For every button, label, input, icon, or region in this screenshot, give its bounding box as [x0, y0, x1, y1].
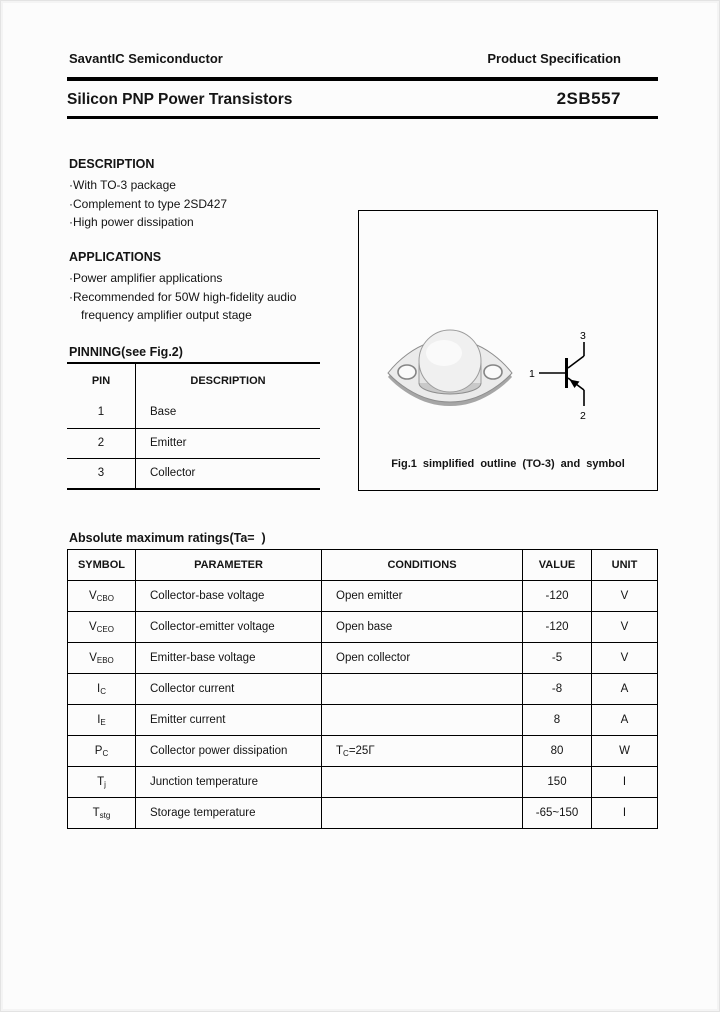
- product-family-title: Silicon PNP Power Transistors: [67, 91, 293, 108]
- pin-description-cell: Base: [150, 406, 177, 419]
- description-heading: DESCRIPTION: [69, 157, 155, 171]
- pinning-row: [67, 429, 320, 459]
- value-cell: -8: [523, 674, 592, 705]
- parameter-cell: Collector power dissipation: [136, 736, 322, 767]
- column-header-value: VALUE: [523, 550, 592, 581]
- title-rule: [67, 116, 658, 119]
- unit-cell: I: [592, 798, 658, 829]
- title-row: [67, 89, 621, 109]
- pin-number-cell: 3: [67, 459, 136, 488]
- page-header: [69, 51, 621, 66]
- ratings-row: [68, 767, 658, 798]
- ratings-table-wrap: [67, 549, 658, 829]
- ratings-row: [68, 674, 658, 705]
- pin-label-base: 1: [529, 368, 535, 380]
- unit-cell: V: [592, 612, 658, 643]
- pin-description-cell: Collector: [150, 467, 196, 479]
- description-item: ·With TO-3 package: [69, 178, 176, 192]
- symbol-cell: $V_{CEO}$: [68, 612, 136, 643]
- figure-caption: Fig.1 simplified outline (TO-3) and symbol: [391, 458, 625, 470]
- header-rule: [67, 77, 658, 81]
- parameter-cell: Collector-emitter voltage: [136, 612, 322, 643]
- value-cell: -5: [523, 643, 592, 674]
- unit-cell: W: [592, 736, 658, 767]
- value-cell: -120: [523, 581, 592, 612]
- description-item: ·Complement to type 2SD427: [69, 196, 228, 211]
- pin-column-header: PIN: [67, 364, 136, 397]
- pin-number-cell: 1: [67, 397, 136, 428]
- pin-label-emitter: 2: [580, 410, 586, 422]
- ratings-row: [68, 581, 658, 612]
- unit-cell: V: [592, 581, 658, 612]
- ratings-row: [68, 612, 658, 643]
- parameter-cell: Storage temperature: [136, 798, 322, 829]
- doc-type-label: Product Specification: [487, 51, 621, 66]
- unit-cell: I: [592, 767, 658, 798]
- parameter-cell: Junction temperature: [136, 767, 322, 798]
- part-number: 2SB557: [556, 89, 621, 108]
- parameter-cell: Emitter current: [136, 705, 322, 736]
- pin-number-cell: 2: [67, 429, 136, 458]
- applications-heading: APPLICATIONS: [69, 250, 162, 264]
- parameter-cell: Collector-base voltage: [136, 581, 322, 612]
- unit-cell: V: [592, 643, 658, 674]
- description-list: [69, 176, 227, 232]
- to3-package-image: [385, 323, 515, 417]
- pin-description-cell: Emitter: [150, 437, 187, 449]
- applications-item-continued: frequency amplifier output stage: [81, 308, 252, 323]
- ratings-row: [68, 643, 658, 674]
- conditions-cell: $T_C=25\Gamma$: [322, 736, 523, 767]
- column-header-unit: UNIT: [592, 550, 658, 581]
- value-cell: 80: [523, 736, 592, 767]
- conditions-cell: [322, 705, 523, 736]
- ratings-row: [68, 705, 658, 736]
- conditions-cell: [322, 798, 523, 829]
- parameter-cell: Emitter-base voltage: [136, 643, 322, 674]
- conditions-cell: Open emitter: [322, 581, 523, 612]
- conditions-cell: [322, 767, 523, 798]
- pinning-row: [67, 397, 320, 429]
- ratings-row: [68, 736, 658, 767]
- conditions-cell: [322, 674, 523, 705]
- applications-list: [69, 269, 296, 325]
- figure-box: [358, 210, 658, 491]
- ratings-table: [67, 549, 658, 829]
- description-column-header: DESCRIPTION: [190, 374, 266, 387]
- symbol-cell: $I_E$: [68, 705, 136, 736]
- symbol-cell: $V_{EBO}$: [68, 643, 136, 674]
- ratings-row: [68, 798, 658, 829]
- unit-cell: A: [592, 674, 658, 705]
- ratings-heading: Absolute maximum ratings(Ta= ): [69, 531, 266, 545]
- conditions-cell: Open base: [322, 612, 523, 643]
- ratings-header-row: [68, 550, 658, 581]
- conditions-cell: Open collector: [322, 643, 523, 674]
- value-cell: 8: [523, 705, 592, 736]
- column-header-symbol: SYMBOL: [68, 550, 136, 581]
- symbol-cell: $P_C$: [68, 736, 136, 767]
- parameter-cell: Collector current: [136, 674, 322, 705]
- column-header-parameter: PARAMETER: [136, 550, 322, 581]
- unit-cell: A: [592, 705, 658, 736]
- pinning-row: [67, 459, 320, 490]
- value-cell: -65~150: [523, 798, 592, 829]
- symbol-cell: $V_{CBO}$: [68, 581, 136, 612]
- description-item: ·High power dissipation: [69, 215, 194, 230]
- symbol-cell: $T_j$: [68, 767, 136, 798]
- applications-item: ·Power amplifier applications: [69, 271, 223, 285]
- symbol-cell: $T_{stg}$: [68, 798, 136, 829]
- company-name: SavantIC Semiconductor: [69, 51, 223, 66]
- transistor-symbol: [527, 329, 611, 423]
- value-cell: -120: [523, 612, 592, 643]
- pinning-heading: PINNING(see Fig.2): [69, 345, 183, 359]
- column-header-conditions: CONDITIONS: [322, 550, 523, 581]
- pinning-header-row: [67, 364, 320, 397]
- pin-label-collector: 3: [580, 330, 586, 342]
- applications-item: ·Recommended for 50W high-fidelity audio: [69, 289, 297, 304]
- value-cell: 150: [523, 767, 592, 798]
- symbol-cell: $I_C$: [68, 674, 136, 705]
- pinning-table: [67, 362, 320, 490]
